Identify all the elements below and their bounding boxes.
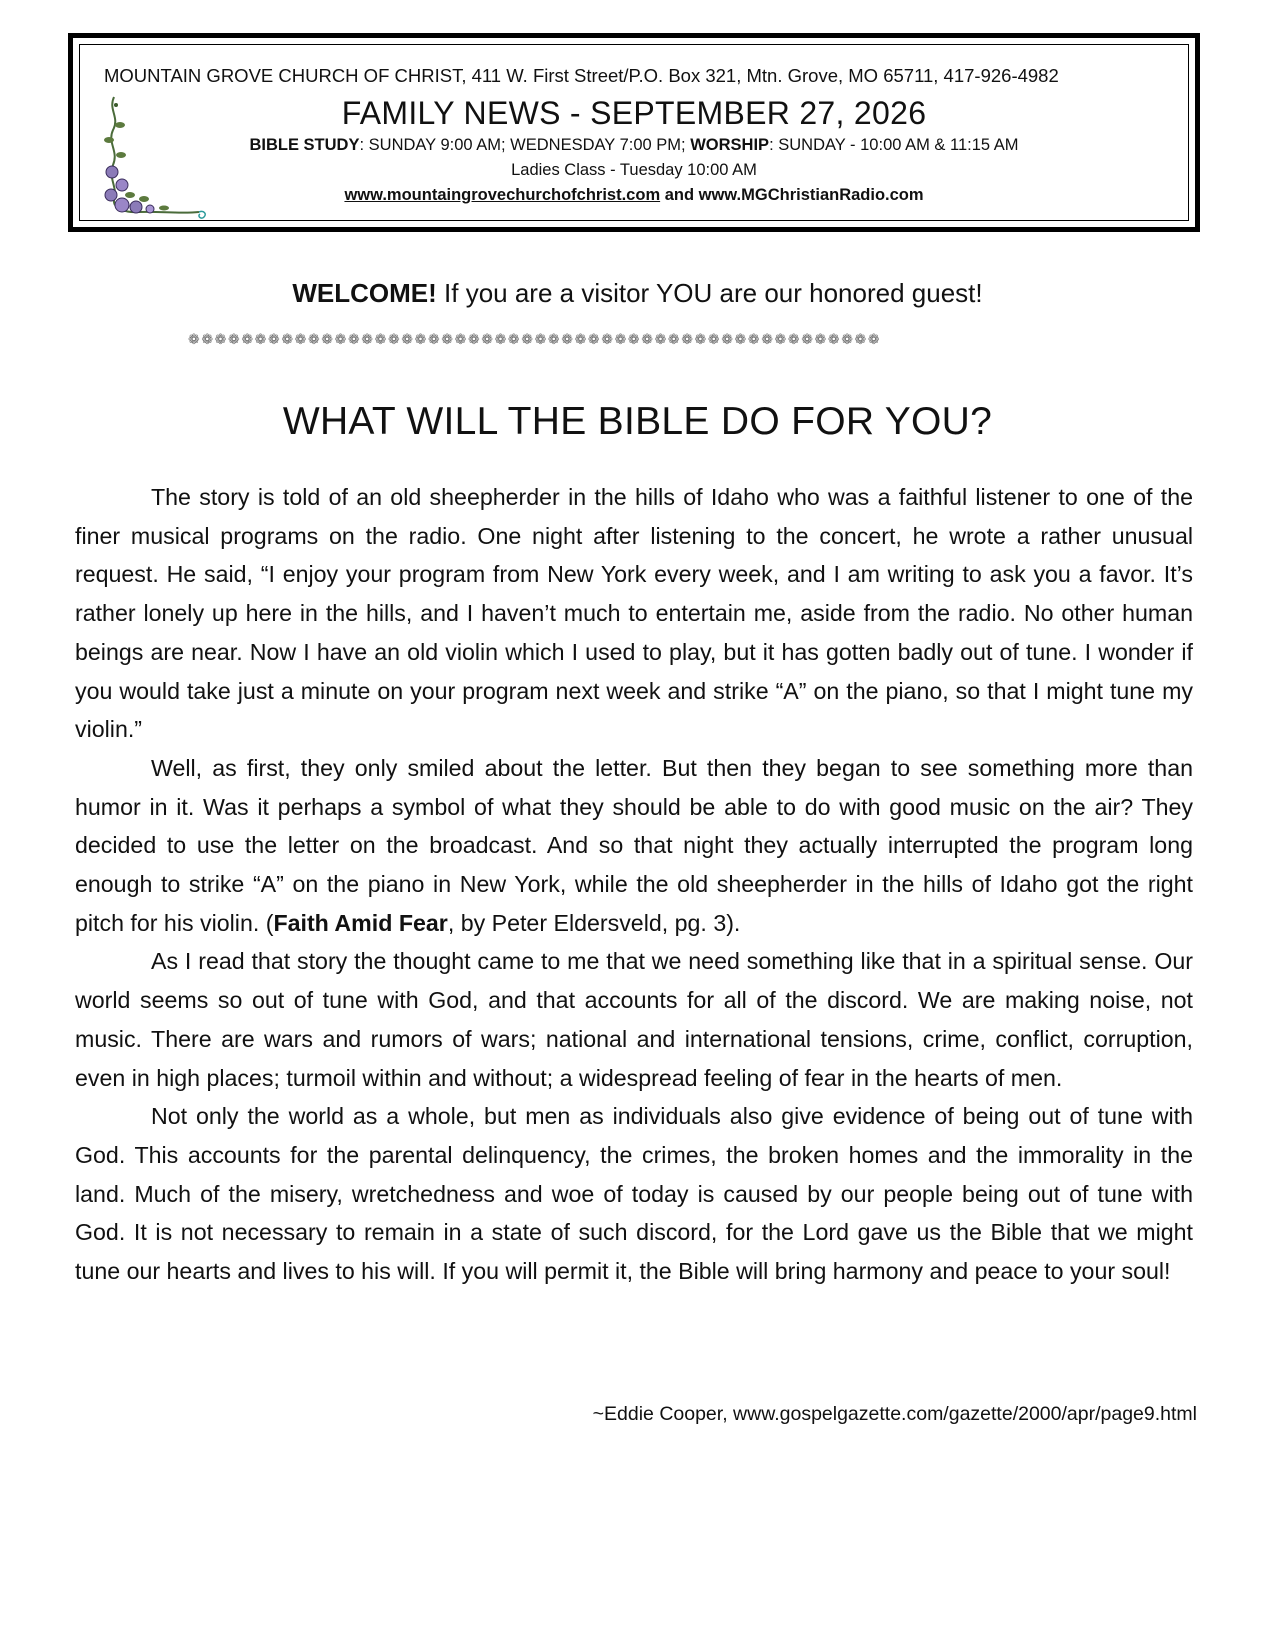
church-website-link[interactable]: www.mountaingrovechurchofchrist.com xyxy=(344,186,661,204)
worship-times: : SUNDAY - 10:00 AM & 11:15 AM xyxy=(769,136,1019,154)
header-inner-border xyxy=(79,44,1189,221)
worship-label: WORSHIP xyxy=(690,136,770,154)
article-title: WHAT WILL THE BIBLE DO FOR YOU? xyxy=(282,400,993,443)
welcome-line xyxy=(0,278,1275,309)
paragraph-2-citation: , by Peter Eldersveld, pg. 3). xyxy=(447,909,741,936)
bible-study-label: BIBLE STUDY xyxy=(249,136,360,154)
article-body xyxy=(75,478,1193,1291)
bible-study-times: : SUNDAY 9:00 AM; WEDNESDAY 7:00 PM; xyxy=(359,136,691,154)
paragraph-2-text: Well, as first, they only smiled about the letter. But then they began to see something more than humor in it. Was it perhaps a symbol of what they should be able to do with good music on the air? They decided to use the letter on the broadcast. And so that night they actually interrupted the program long enough to strike “A” on the piano in New York, while the old sheepherder in the hills of Idaho got the right pitch for his violin. ( xyxy=(75,754,1193,936)
welcome-bold: WELCOME! xyxy=(292,278,437,308)
newsletter-title: FAMILY NEWS - SEPTEMBER 27, 2026 xyxy=(341,95,927,131)
newsletter-header xyxy=(68,33,1200,232)
article-paragraph-3: As I read that story the thought came to me that we need something like that in a spiritual sense. Our world seems so out of tune with God, and that accounts for all of the discord. We are making noise, not music. There are wars and rumors of wars; national and international tensions, crime, conflict, corruption, even in high places; turmoil within and without; a widespread feeling of fear in the hearts of men. xyxy=(75,948,1193,1091)
links-joiner: and xyxy=(660,186,699,204)
service-schedule xyxy=(80,136,1188,155)
article-paragraph-4: Not only the world as a whole, but men as individuals also give evidence of being out of tune with God. This accounts for the parental delinquency, the crimes, the broken homes and the immorality in the land. Much of the misery, wretchedness and woe of today is caused by our people being out of tune with God. It is not necessary to remain in a state of such discord, for the Lord gave us the Bible that we might tune our hearts and lives to his will. If you will permit it, the Bible will bring harmony and peace to your soul! xyxy=(75,1103,1193,1285)
welcome-text: If you are a visitor YOU are our honored guest! xyxy=(436,278,983,308)
article-paragraph-2 xyxy=(75,749,1193,943)
ladies-class: Ladies Class - Tuesday 10:00 AM xyxy=(511,161,757,179)
book-title: Faith Amid Fear xyxy=(273,909,448,936)
church-address: MOUNTAIN GROVE CHURCH OF CHRIST, 411 W. First Street/P.O. Box 321, Mtn. Grove, MO 65711, 417-926-4982 xyxy=(104,65,1059,86)
flower-divider: ❁❁❁❁❁❁❁❁❁❁❁❁❁❁❁❁❁❁❁❁❁❁❁❁❁❁❁❁❁❁❁❁❁❁❁❁❁❁❁❁❁❁❁❁❁❁❁❁❁❁❁❁ xyxy=(188,331,882,347)
website-links xyxy=(80,186,1188,205)
radio-website-link[interactable]: www.MGChristianRadio.com xyxy=(698,186,924,204)
article-credit: ~Eddie Cooper, www.gospelgazette.com/gazette/2000/apr/page9.html xyxy=(592,1403,1197,1425)
article-paragraph-1: The story is told of an old sheepherder in the hills of Idaho who was a faithful listener to one of the finer musical programs on the radio. One night after listening to the concert, he wrote a rather unusual request. He said, “I enjoy your program from New York every week, and I am writing to ask you a favor. It’s rather lonely up here in the hills, and I haven’t much to entertain me, aside from the radio. No other human beings are near. Now I have an old violin which I used to play, but it has gotten badly out of tune. I wonder if you would take just a minute on your program next week and strike “A” on the piano, so that I might tune my violin.” xyxy=(75,484,1193,743)
